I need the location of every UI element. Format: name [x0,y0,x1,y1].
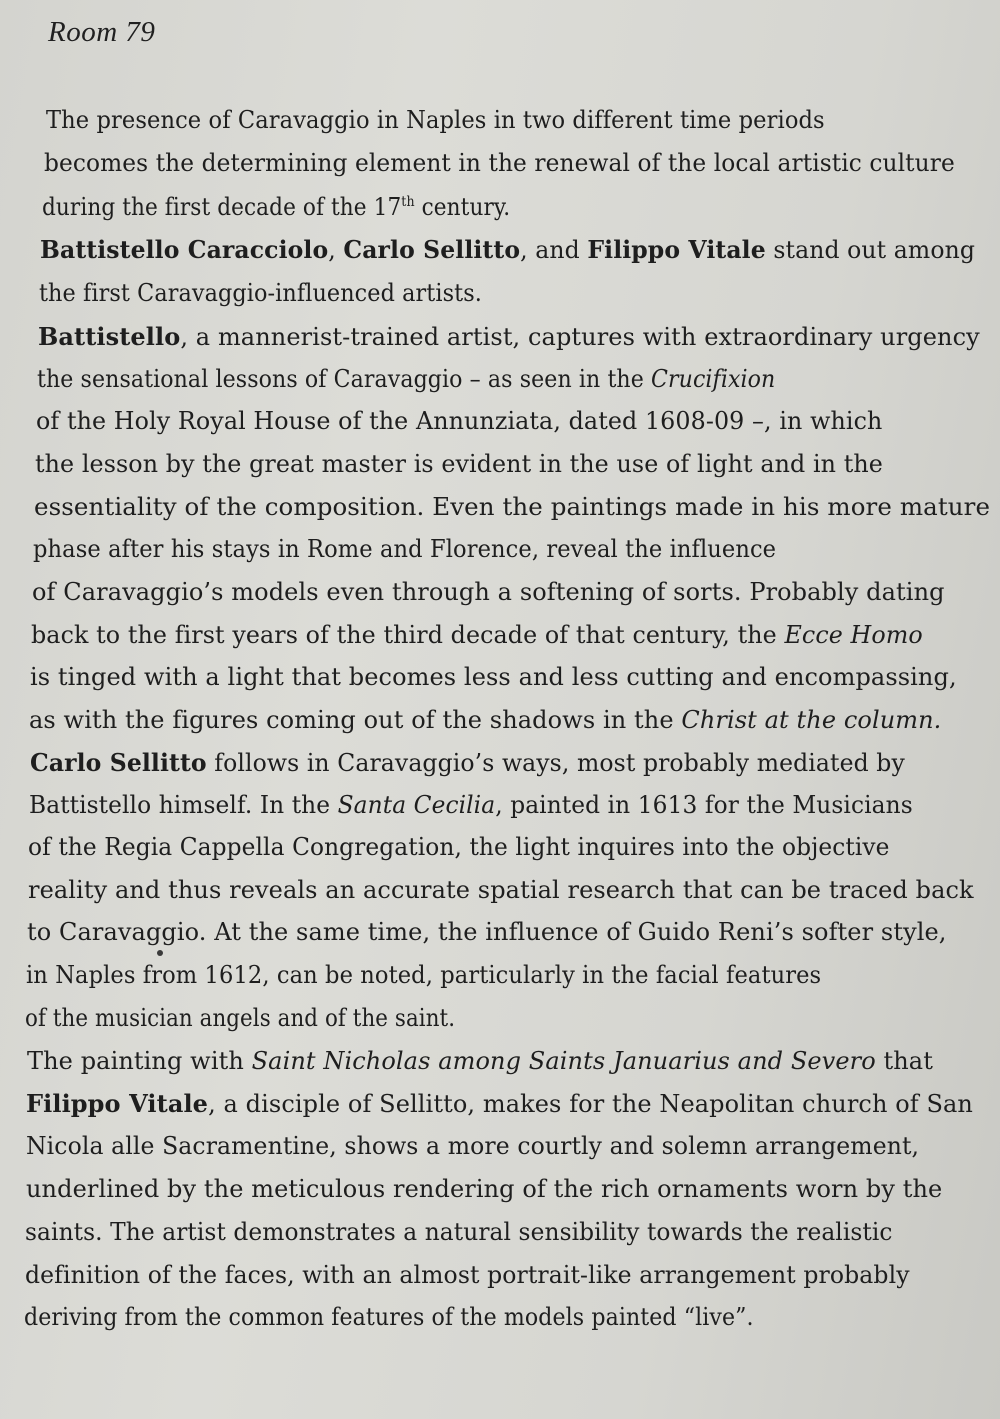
text-segment: The presence of Caravaggio in Naples in two different time periods [46,106,825,134]
text-segment: becomes the determining element in the renewal of the local artistic culture [44,149,955,177]
text-line [44,148,955,178]
text-line [37,364,775,394]
text-segment: stand out among [765,236,975,264]
text-line [26,1131,919,1161]
text-segment: the sensational lessons of Caravaggio – as seen in the [37,365,651,393]
artwork-title: Saint Nicholas among Saints Januarius and Severo [251,1047,876,1075]
text-segment: during the first decade of the 17 [42,193,402,221]
text-segment: essentiality of the composition. Even the paintings made in his more mature [34,493,991,521]
speck-mark [157,950,163,956]
text-line [28,832,890,862]
text-segment: back to the first years of the third decade of that century, the [31,621,785,649]
text-line [32,577,945,607]
text-line [26,1174,942,1204]
artwork-title: Ecce Homo [784,621,923,649]
text-segment: , and [520,236,588,264]
artwork-title: Santa Cecilia [337,791,496,819]
text-line [36,406,882,436]
text-segment: , painted in 1613 for the Musicians [495,791,913,819]
text-segment: deriving from the common features of the models painted “live”. [24,1303,754,1331]
artwork-title: Crucifixion [650,365,776,393]
text-segment: of the Regia Cappella Congregation, the light inquires into the objective [28,833,890,861]
text-line [46,105,825,135]
text-line [33,534,776,564]
text-segment: of the Holy Royal House of the Annunziata, dated 1608-09 –, in which [36,407,883,435]
text-segment: follows in Caravaggio’s ways, most probably mediated by [206,749,905,777]
text-line [25,1003,455,1033]
text-line [35,449,883,479]
text-line [26,1089,973,1119]
text-segment: th [401,194,415,210]
text-segment: Battistello himself. In the [29,791,338,819]
text-segment: the lesson by the great master is evident in the use of light and in the [35,450,883,478]
artist-name: Battistello [38,322,181,351]
artist-name: Battistello Caracciolo [40,235,329,264]
artist-name: Filippo Vitale [587,235,766,264]
text-line [29,705,941,735]
text-segment: as with the figures coming out of the shadows in the [29,706,682,734]
text-line [42,192,510,222]
text-line [29,790,913,820]
artist-name: Filippo Vitale [26,1089,209,1118]
text-segment: in Naples from 1612, can be noted, particularly in the facial features [26,961,822,989]
text-line [28,875,974,905]
text-segment: definition of the faces, with an almost portrait-like arrangement probably [25,1261,910,1289]
text-segment: that [875,1047,933,1075]
text-segment: saints. The artist demonstrates a natural sensibility towards the realistic [25,1218,893,1246]
room-title: Room 79 [48,16,156,48]
artist-name: Carlo Sellitto [343,235,521,264]
text-segment: century. [414,193,511,221]
text-line [30,662,957,692]
text-segment: The painting with [27,1047,252,1075]
text-line [30,748,905,778]
text-segment: the first Caravaggio-influenced artists. [39,279,482,307]
artwork-title: Christ at the column. [681,706,942,734]
text-line [39,278,482,308]
text-segment: to Caravaggio. At the same time, the influence of Guido Reni’s softer style, [27,918,947,946]
text-segment: , [328,236,344,264]
text-segment: phase after his stays in Rome and Florence, reveal the influence [33,535,777,563]
text-segment: Nicola alle Sacramentine, shows a more courtly and solemn arrangement, [26,1132,920,1160]
text-segment: , a mannerist-trained artist, captures with extraordinary urgency [180,323,980,351]
text-segment: is tinged with a light that becomes less and less cutting and encompassing, [30,663,957,691]
artist-name: Carlo Sellitto [30,748,207,777]
text-line [31,620,923,650]
text-line [38,322,980,352]
text-line [40,235,975,265]
text-segment: of the musician angels and of the saint. [25,1004,456,1032]
text-line [27,1046,933,1076]
text-line [24,1302,754,1332]
text-segment: of Caravaggio’s models even through a softening of sorts. Probably dating [32,578,945,606]
text-line [26,960,821,990]
text-line [27,917,947,947]
text-segment: underlined by the meticulous rendering of the rich ornaments worn by the [26,1175,943,1203]
text-line [34,492,990,522]
text-line [25,1260,910,1290]
text-line [25,1217,893,1247]
text-segment: reality and thus reveals an accurate spatial research that can be traced back [28,876,974,904]
text-segment: , a disciple of Sellitto, makes for the Neapolitan church of San [208,1090,973,1118]
